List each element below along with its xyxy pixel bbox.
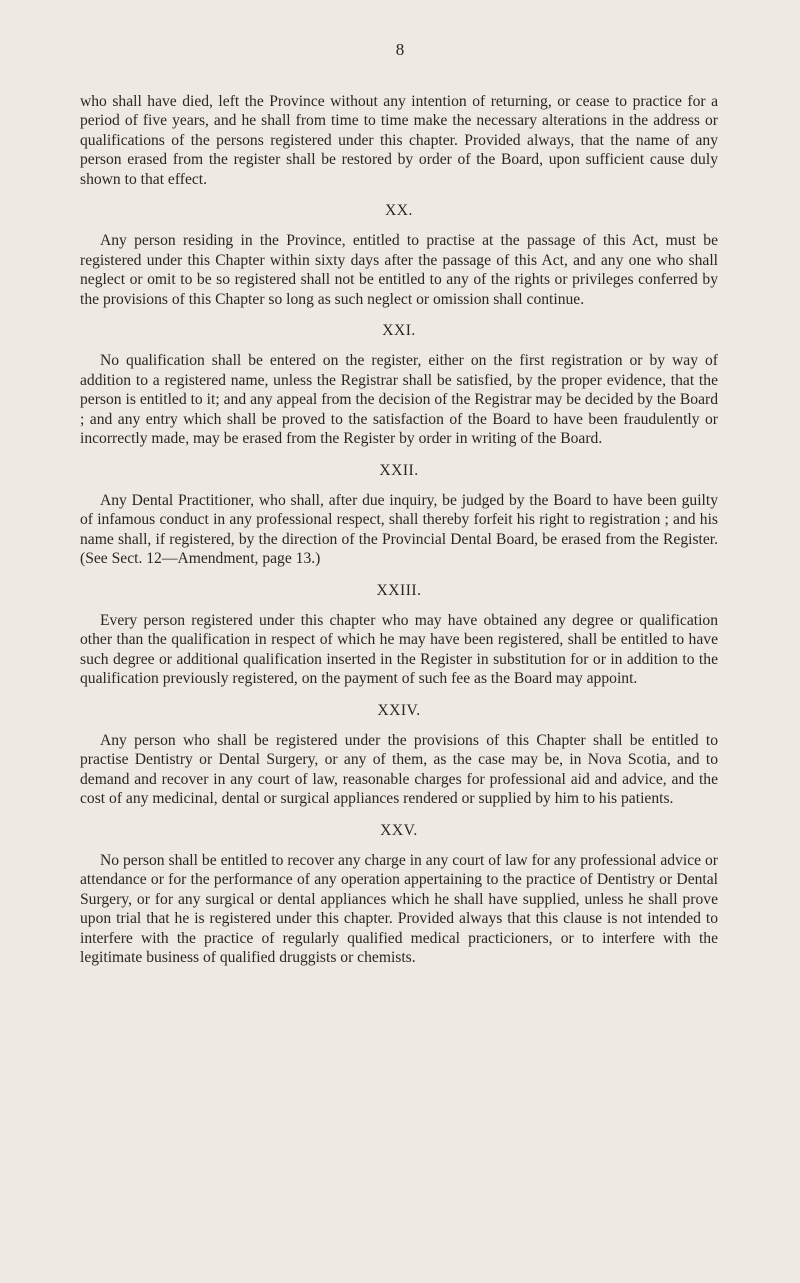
section-text-xxiii: Every person registered under this chapter who may have obtained any degree or qualification other than the qualification in respect of which he may have been registered, shall be entitled to have such degree or additional qualification inserted in the Register in substitution for or in addition to the qualification previously registered, on the payment of such fee as the Board may appoint. [80,611,718,688]
section-text-xx: Any person residing in the Province, entitled to practise at the passage of this Act, must be registered under this Chapter within sixty days after the passage of this Act, and any one who shall neglect or omit to be so registered shall not be entitled to any of the rights or privileges conferred by the provisions of this Chapter so long as such neglect or omission shall continue. [80,232,718,308]
section-text-xxiv: Any person who shall be registered under the provisions of this Chapter shall be entitled to practise Dentistry or Dental Surgery, or any of them, as the case may be, in Nova Scotia, and to demand and recover in any court of law, reasonable charges for professional aid and advice, and the cost of any medicinal, dental or surgical appliances rendered or supplied by him to his patients. [80,731,718,808]
section-heading-xxi: XXI. [382,322,416,340]
section-heading-xx: XX. [385,202,413,220]
section-heading-xxv: XXV. [380,821,418,839]
section-heading-xxiv: XXIV. [377,701,421,719]
section-text-xxi: No qualification shall be entered on the register, either on the first registration or by way of addition to a registered name, unless the Registrar shall be satisfied, by the proper evidence, that the person is entitled to it; and any appeal from the decision of the Registrar may be decided by the Board ; and any entry which shall be proved to the satisfaction of the Board to have been fraudulently or incorrectly made, may be erased from the Register by order in writing of the Board. [80,352,718,448]
page-number: 8 [395,40,405,59]
section-text-xxv: No person shall be entitled to recover any charge in any court of law for any professional advice or attendance or for the performance of any operation appertaining to the practice of Dentistry or Dental Surgery, or for any surgical or dental appliances which he shall have supplied, unless he shall prove upon trial that he is registered under this chapter. Provided always that this clause is not intended to interfere with the practice of regularly qualified medical practicioners, or to interfere with the legitimate business of qualified druggists or chemists. [80,852,718,967]
page-body [80,92,718,967]
section-heading-xxii: XXII. [379,461,419,479]
section-text-xxii: Any Dental Practitioner, who shall, after due inquiry, be judged by the Board to have been guilty of infamous conduct in any professional respect, shall thereby forfeit his right to registration ; and his name shall, if registered, by the direction of the Provincial Dental Board, be erased from the Register. (See Sect. 12—Amendment, page 13.) [80,491,718,568]
section-continuation-text: who shall have died, left the Province without any intention of returning, or cease to practice for a period of five years, and he shall from time to time make the necessary alterations in the address or qualifications of the persons registered under this chapter. Provided always, that the name of any person erased from the register shall be restored by order of the Board, upon sufficient cause duly shown to that effect. [80,93,718,188]
section-heading-xxiii: XXIII. [376,581,422,599]
